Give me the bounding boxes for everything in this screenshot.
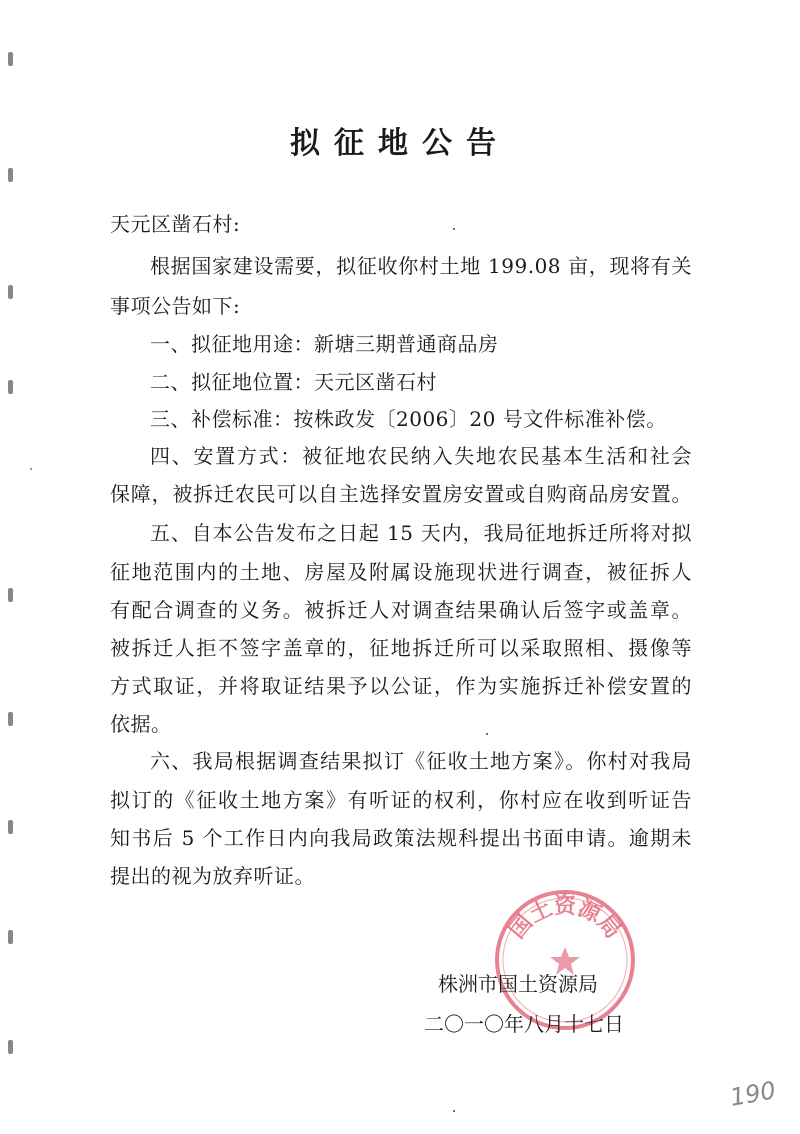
item-hearing: 拟订的《征收土地方案》有听证的权利，你村应在收到听证告: [110, 788, 692, 812]
svg-text:国土资源局: [505, 893, 626, 944]
binder-hole-mark: [8, 285, 13, 299]
scan-speck: [30, 468, 32, 470]
issuer-name: 株洲市国土资源局: [438, 972, 598, 996]
handwritten-page-number: 190: [727, 1076, 778, 1112]
binder-hole-mark: [8, 588, 13, 602]
binder-hole-mark: [8, 820, 13, 834]
binder-hole-mark: [8, 930, 13, 944]
item-hearing: 六、我局根据调查结果拟订《征收土地方案》。你村对我局: [150, 749, 692, 773]
item-hearing: 提出的视为放弃听证。: [110, 864, 315, 888]
item-purpose: 一、拟征地用途：新塘三期普通商品房: [150, 332, 499, 356]
seal-text: 国土资源局: [504, 894, 626, 944]
item-resettlement: 保障，被拆迁农民可以自主选择安置房安置或自购商品房安置。: [110, 482, 692, 506]
item-survey: 被拆迁人拒不签字盖章的，征地拆迁所可以采取照相、摄像等: [110, 636, 692, 660]
notice-title: 拟征地公告: [290, 126, 510, 161]
item-survey: 五、自本公告发布之日起 15 天内，我局征地拆迁所将对拟: [150, 521, 692, 545]
binder-hole-mark: [8, 52, 13, 66]
scan-speck: [453, 1110, 455, 1112]
item-survey: 方式取证，并将取证结果予以公证，作为实施拆迁补偿安置的: [110, 674, 692, 698]
binder-hole-mark: [8, 380, 13, 394]
item-resettlement: 四、安置方式：被征地农民纳入失地农民基本生活和社会: [150, 444, 692, 468]
item-survey: 有配合调查的义务。被拆迁人对调查结果确认后签字或盖章。: [110, 598, 692, 622]
issue-date: 二〇一〇年八月十七日: [424, 1012, 624, 1036]
item-survey: 征地范围内的土地、房屋及附属设施现状进行调查，被征拆人: [110, 560, 692, 584]
intro-line: 根据国家建设需要，拟征收你村土地 199.08 亩，现将有关: [150, 254, 692, 278]
addressee: 天元区凿石村:: [110, 212, 241, 236]
binder-hole-mark: [8, 712, 13, 726]
intro-line: 事项公告如下:: [110, 294, 241, 318]
item-location: 二、拟征地位置：天元区凿石村: [150, 370, 437, 394]
item-compensation: 三、补偿标准：按株政发〔2006〕20 号文件标准补偿。: [150, 407, 667, 431]
binder-hole-mark: [8, 1040, 13, 1054]
binder-hole-mark: [8, 168, 13, 182]
scan-speck: [486, 733, 488, 735]
item-hearing: 知书后 5 个工作日内向我局政策法规科提出书面申请。逾期未: [110, 826, 692, 850]
scan-speck: [453, 228, 455, 230]
item-survey: 依据。: [110, 712, 172, 736]
